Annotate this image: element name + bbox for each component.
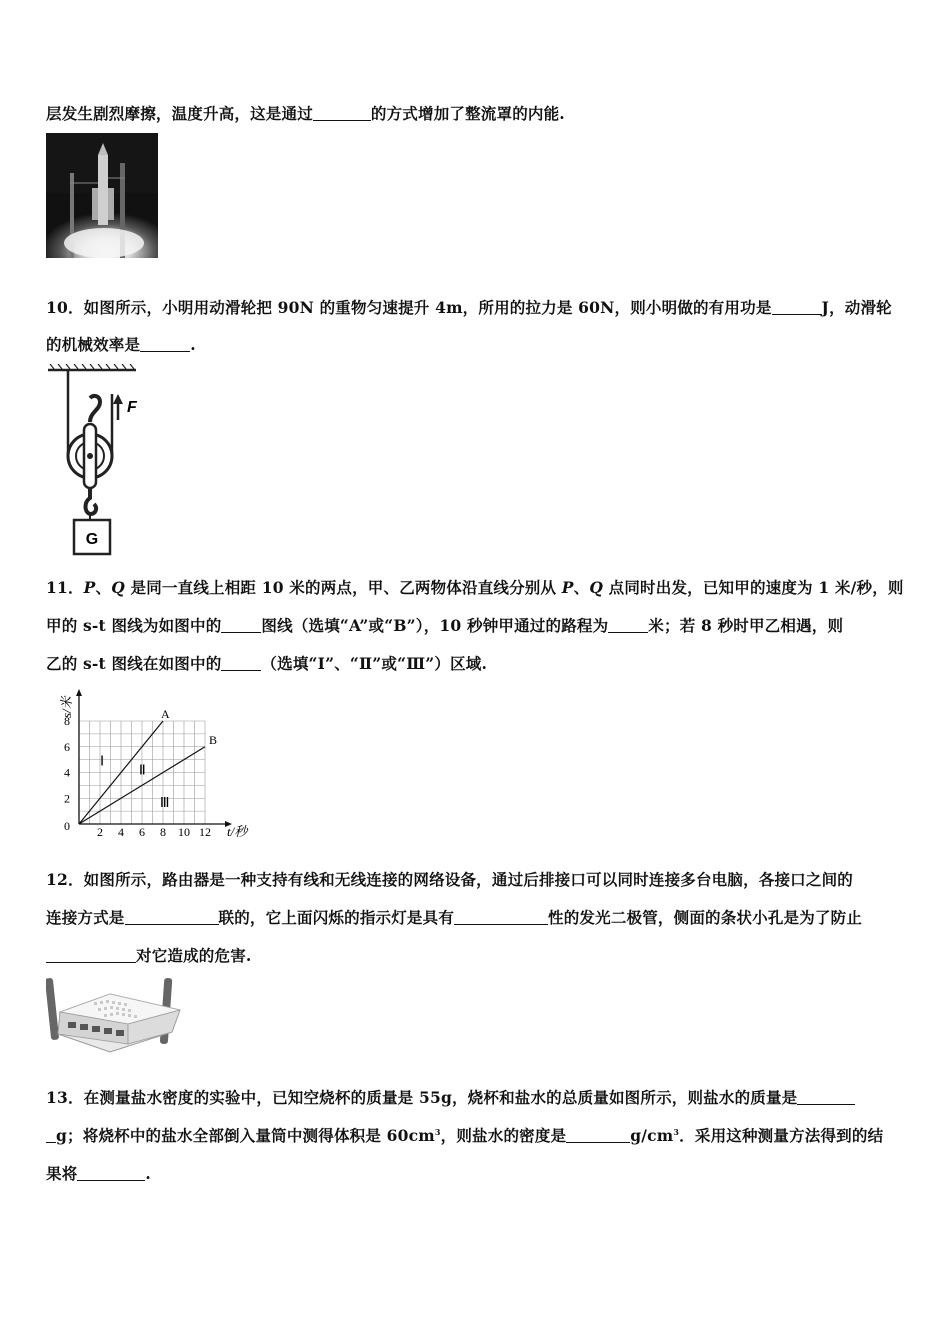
q12-text-line-1: 12．如图所示，路由器是一种支持有线和无线连接的网络设备，通过后排接口可以同时连接多台电脑，各接口之间的 xyxy=(46,870,853,889)
region-2-label: Ⅱ xyxy=(138,763,146,779)
y-tick-label: 2 xyxy=(64,791,70,806)
y-tick-label: 8 xyxy=(64,714,70,728)
x-tick-label: 8 xyxy=(160,825,166,839)
q13-text-line-3: 果将 . xyxy=(46,1164,152,1183)
x-tick-label: 2 xyxy=(97,825,103,839)
y-axis-arrow xyxy=(76,689,82,696)
region-1-label: Ⅰ xyxy=(100,754,105,770)
x-tick-label: 6 xyxy=(139,825,145,839)
q13-text-line-1: 13．在测量盐水密度的实验中，已知空烧杯的质量是 55g，烧杯和盐水的总质量如图所示，则盐水的质量是 xyxy=(46,1086,855,1108)
q11-line-choice-blank[interactable] xyxy=(221,618,261,633)
x-tick-label: 10 xyxy=(178,825,190,839)
q10-text-line-2: 的机械效率是 . xyxy=(46,335,196,354)
s-t-graph xyxy=(46,684,276,846)
pulley-diagram xyxy=(46,364,146,556)
router-photo xyxy=(46,972,186,1060)
q13-density-blank[interactable] xyxy=(566,1128,630,1143)
force-label: F xyxy=(127,399,137,416)
region-3-label: Ⅲ xyxy=(159,795,170,811)
q11-distance-blank[interactable] xyxy=(608,618,648,633)
q10-text-line-1: 10．如图所示，小明用动滑轮把 90N 的重物匀速提升 4m，所用的拉力是 60N，则小明做的有用功是 J，动滑轮 xyxy=(46,298,892,317)
line-a-label: A xyxy=(161,707,170,721)
x-tick-label: 4 xyxy=(118,825,124,839)
y-axis-label: s/米 xyxy=(59,696,74,718)
origin-label: 0 xyxy=(64,819,70,833)
y-tick-label: 4 xyxy=(64,765,70,780)
q12-text-line-2: 连接方式是 联的，它上面闪烁的指示灯是具有 性的发光二极管，侧面的条状小孔是为了防止 xyxy=(46,908,863,927)
y-tick-label: 6 xyxy=(64,739,70,754)
q12-connection-blank[interactable] xyxy=(125,910,219,925)
q13-result-blank[interactable] xyxy=(77,1166,145,1181)
line-b-label: B xyxy=(209,732,218,747)
q13-mass-blank-continued[interactable] xyxy=(46,1128,56,1143)
q12-text-line-3: 对它造成的危害. xyxy=(46,944,252,966)
q13-text-line-2: g；将烧杯中的盐水全部倒入量筒中测得体积是 $60cm^3$，则盐水的密度是 $g/cm^3$．采用这种测量方法得到的结 xyxy=(46,1124,883,1146)
q11-text-line-3: 乙的 s-t 图线在如图中的 （选填“Ⅰ”、“Ⅱ”或“Ⅲ”）区域. xyxy=(46,654,488,673)
q9-text-line-1: 层发生剧烈摩擦，温度升高，这是通过 的方式增加了整流罩的内能. xyxy=(46,104,565,123)
q12-hazard-blank[interactable] xyxy=(46,948,136,963)
q9-answer-blank[interactable] xyxy=(313,106,371,121)
q11-text-line-2: 甲的 s-t 图线为如图中的 图线（选填“A”或“B”），10 秒钟甲通过的路程为 米；若 8 秒时甲乙相遇，则 xyxy=(46,616,844,635)
q11-text-line-1: 11．P、Q 是同一直线上相距 10 米的两点，甲、乙两物体沿直线分别从 P、Q 点同时出发，已知甲的速度为 1 米/秒，则 xyxy=(46,578,904,597)
x-axis-label: t/秒 xyxy=(227,824,248,839)
q10-efficiency-blank[interactable] xyxy=(140,337,190,352)
x-tick-label: 12 xyxy=(199,825,211,839)
q12-diode-property-blank[interactable] xyxy=(454,910,548,925)
rocket-launch-photo xyxy=(46,133,158,258)
q13-mass-blank[interactable] xyxy=(797,1090,855,1105)
q10-useful-work-blank[interactable] xyxy=(772,300,822,315)
weight-label: G xyxy=(85,531,99,548)
graph-labels xyxy=(59,695,250,839)
q11-region-blank[interactable] xyxy=(221,656,261,671)
